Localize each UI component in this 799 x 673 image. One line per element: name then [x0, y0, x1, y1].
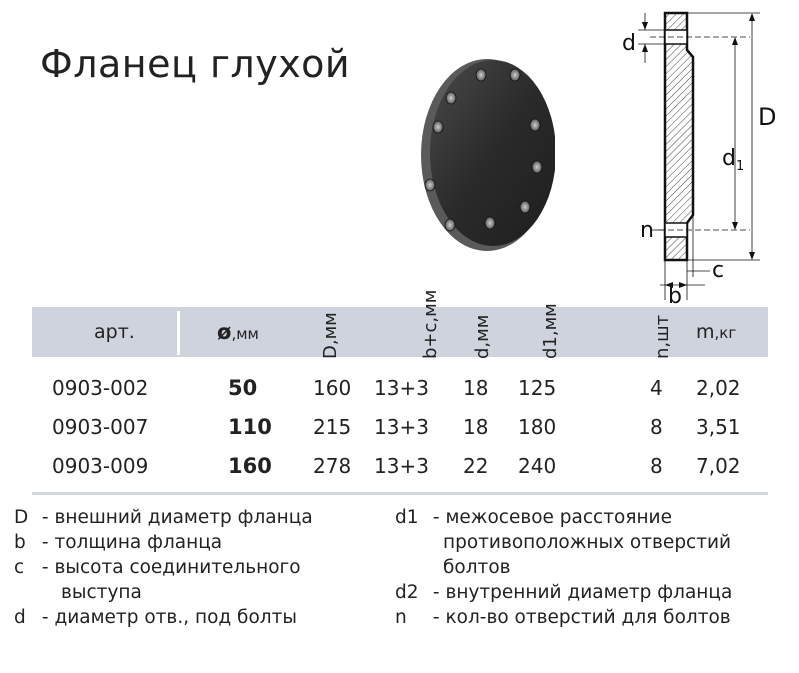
cell-D: 278 [313, 454, 352, 478]
legend-left [14, 505, 313, 630]
cell-d: 18 [463, 376, 489, 400]
table-bottom-rule [32, 492, 768, 495]
header-d1: d1,мм [540, 303, 561, 359]
legend-item: d2 - внутренний диаметр фланца [395, 582, 733, 603]
cell-art: 0903-009 [52, 454, 149, 478]
header-divider [177, 311, 180, 355]
cell-m: 3,51 [696, 415, 741, 439]
cell-d1: 180 [518, 415, 557, 439]
legend-item: выступа [61, 582, 142, 603]
legend-item: d1 - межосевое расстояние [395, 507, 672, 528]
cell-bc: 13+3 [374, 415, 429, 439]
cell-D: 160 [313, 376, 352, 400]
legend-item: b - толщина фланца [14, 532, 223, 553]
label-d1: d [722, 146, 736, 171]
header-m: m,кг [696, 321, 737, 343]
cell-m: 7,02 [696, 454, 741, 478]
cell-d1: 125 [518, 376, 557, 400]
cell-art: 0903-007 [52, 415, 149, 439]
header-bc: b+c,мм [420, 289, 441, 359]
label-D: D [758, 103, 777, 131]
table-row [32, 370, 768, 408]
cell-bc: 13+3 [374, 376, 429, 400]
label-d: d [622, 31, 636, 56]
page-title: Фланец глухой [40, 42, 351, 86]
cross-section-drawing [600, 5, 790, 305]
header-diameter: ø,мм [217, 320, 259, 344]
cell-m: 2,02 [696, 376, 741, 400]
header-n: n,шт [652, 314, 673, 359]
cell-bc: 13+3 [374, 454, 429, 478]
cell-d: 18 [463, 415, 489, 439]
label-n: n [640, 218, 654, 243]
header-d: d,мм [472, 314, 493, 359]
legend-item: d - диаметр отв., под болты [14, 607, 297, 628]
label-d1-sub: 1 [736, 159, 745, 174]
table-row [32, 409, 768, 447]
header-art: арт. [94, 321, 135, 343]
legend-item: c - высота соединительного [14, 557, 301, 578]
cell-n: 8 [650, 454, 663, 478]
legend-right [395, 505, 732, 630]
cell-D: 215 [313, 415, 352, 439]
legend-item: болтов [443, 557, 511, 578]
cell-d: 22 [463, 454, 489, 478]
cell-diameter: 110 [228, 415, 272, 439]
flange-photo [405, 55, 555, 255]
legend-item: n - кол-во отверстий для болтов [395, 607, 731, 628]
label-b: b [668, 284, 682, 305]
cell-n: 4 [650, 376, 663, 400]
table-header [32, 289, 768, 359]
cell-diameter: 50 [228, 376, 258, 400]
legend-item: D - внешний диаметр фланца [14, 507, 313, 528]
cell-diameter: 160 [228, 454, 272, 478]
legend-item: противоположных отверстий [443, 532, 732, 553]
cell-n: 8 [650, 415, 663, 439]
header-D: D,мм [320, 312, 341, 359]
cell-art: 0903-002 [52, 376, 149, 400]
label-c: c [712, 258, 725, 283]
table-row [32, 448, 768, 486]
cell-d1: 240 [518, 454, 557, 478]
